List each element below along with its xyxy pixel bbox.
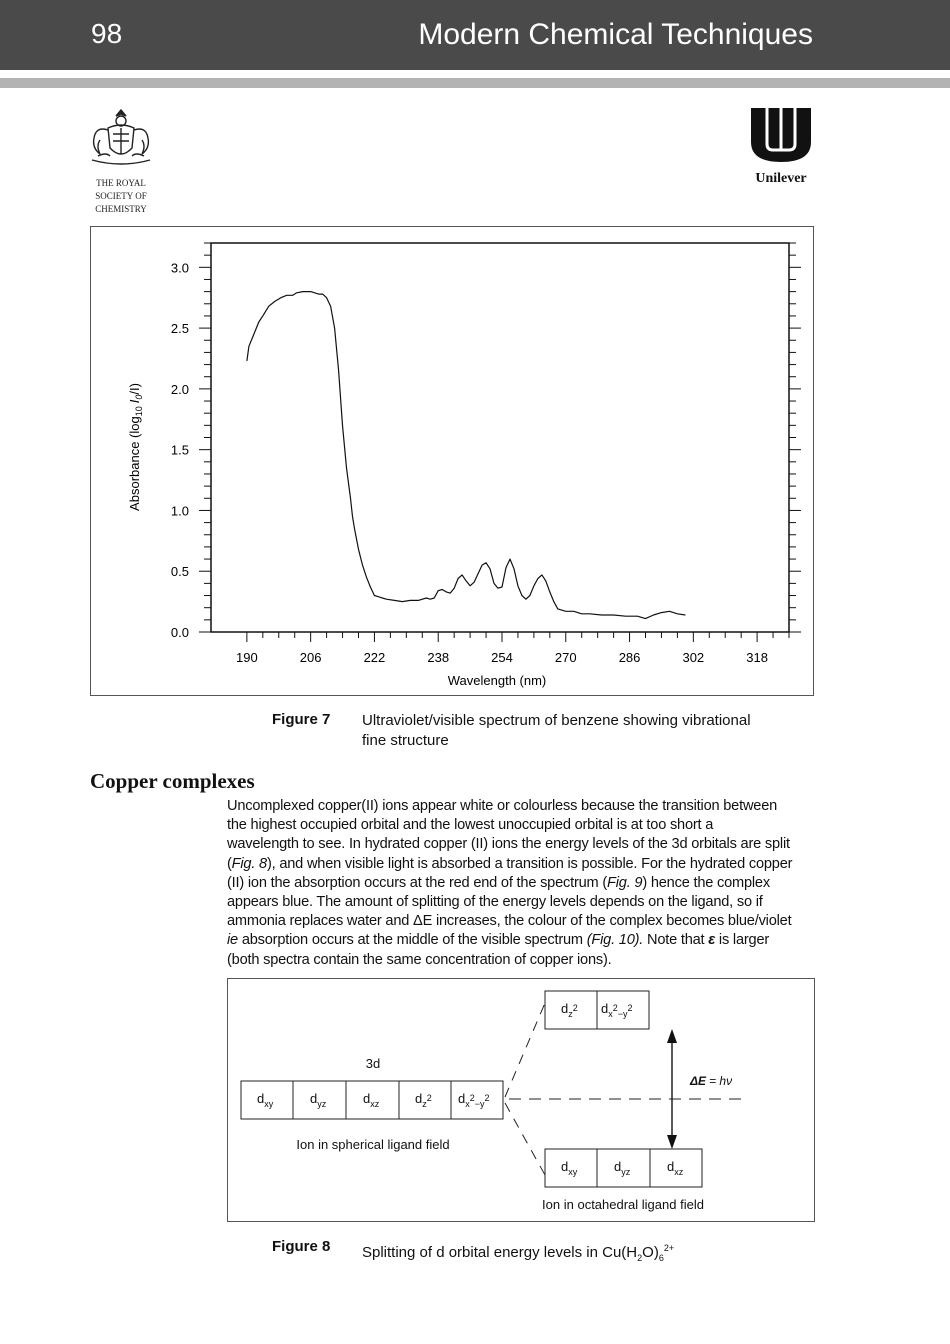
figure7-label: Figure 7 [272,711,331,728]
rsc-line: THE ROYAL [96,178,146,188]
page-number: 98 [91,18,123,49]
orbital-label: $d_{xy}$ [561,1159,578,1177]
book-title: Modern Chemical Techniques [418,18,813,51]
y-tick-label: 1.0 [170,503,189,519]
figure8-frame [227,978,815,1222]
arrow-up-icon [667,1029,677,1043]
body-line: (Fig. 8), and when visible light is absorbed a transition is possible. For the hydrated copper [227,855,793,872]
orbital-label: $d_{yz}$ [614,1159,631,1177]
rsc-crest-icon [86,104,156,170]
body-line: appears blue. The amount of splitting of the energy levels depends on the ligand, so if [227,894,763,911]
x-tick-label: 286 [618,650,641,665]
rsc-line: SOCIETY OF [95,191,147,201]
spectrum-line [247,292,686,619]
y-tick-label: 2.5 [170,321,189,337]
label-3d: 3d [365,1056,381,1071]
x-tick-label: 302 [682,650,705,665]
y-tick-label: 3.0 [170,260,189,276]
body-line: the highest occupied orbital and the lowest unoccupied orbital is at too short a [227,817,714,834]
x-tick-label: 238 [427,650,450,665]
figure7-caption-line: Ultraviolet/visible spectrum of benzene showing vibrational [362,712,751,729]
page-header [0,0,950,70]
y-tick-label: 0.0 [170,625,189,640]
y-tick-label: 2.0 [170,381,189,397]
unilever-u-icon [747,106,815,164]
x-tick-label: 190 [236,650,258,665]
fig-ref: (Fig. 10). [586,932,644,949]
y-label-i0sub: 0 [134,394,144,400]
arrow-down-icon [667,1135,677,1149]
split-line-up [505,1003,545,1097]
benzene-spectrum-chart [91,227,815,697]
body-line: ammonia replaces water and ΔE increases, the colour of the complex becomes blue/violet [227,913,792,930]
section-heading: Copper complexes [90,769,255,793]
body-paragraph [227,797,819,970]
rsc-line: CHEMISTRY [95,204,147,214]
figure7-caption-line: fine structure [362,732,449,749]
y-tick-label: 1.5 [170,442,189,458]
delta-e-label: ΔE = hν [690,1074,733,1088]
rsc-logo [86,104,156,216]
figure7-caption [362,711,751,751]
y-label-sub: 10 [134,406,144,417]
x-tick-label: 222 [363,650,386,665]
orbital-label: $d_z^2$ [415,1091,432,1109]
unilever-logo [745,106,817,187]
split-line-down [505,1103,545,1175]
x-tick-label: 318 [746,650,768,665]
figure8-label: Figure 8 [272,1238,331,1255]
x-tick-label: 270 [554,650,577,665]
x-tick-label: 206 [299,650,322,665]
x-tick-label: 254 [491,650,513,665]
orbital-label: $d_{xy}$ [257,1091,274,1109]
body-line: wavelength to see. In hydrated copper (II) ions the energy levels of the 3d orbitals are split [227,836,790,853]
orbital-splitting-diagram [228,979,816,1223]
x-axis-label: Wavelength (nm) [447,673,547,688]
figure8-caption: Splitting of d orbital energy levels in $Cu(H_2O)_6^{2+}$ [362,1243,675,1263]
y-tick-label: 0.5 [170,564,189,580]
figure7-frame [90,226,814,696]
y-label-i: I [127,399,142,404]
orbital-label: $d_z^2$ [561,1001,578,1019]
body-line: Uncomplexed copper(II) ions appear white or colourless because the transition between [227,798,778,814]
body-line: (both spectra contain the same concentration of copper ions). [227,951,612,968]
y-label-prefix: Absorbance (log [127,416,142,511]
orbital-label: $d_{xz}$ [667,1159,684,1177]
y-axis-label [127,383,144,511]
spherical-field-label: Ion in spherical ligand field [296,1137,450,1152]
fig-ref: Fig. 9 [607,874,643,891]
orbital-label: $d_{yz}$ [310,1091,327,1109]
unilever-wordmark: Unilever [755,171,807,186]
orbital-label: $d_x^2_{-y}^2$ [601,1001,633,1019]
header-rule [0,78,950,88]
orbital-label: $d_{xz}$ [363,1091,380,1109]
orbital-label: $d_x^2_{-y}^2$ [458,1091,490,1109]
y-label-suffix: /I) [127,383,142,395]
body-line: ie absorption occurs at the middle of the visible spectrum (Fig. 10). Note that ε is larger [227,932,770,949]
plot-frame [211,243,789,632]
body-line: (II) ion the absorption occurs at the red end of the spectrum (Fig. 9) hence the complex [227,874,770,891]
fig-ref: Fig. 8 [231,855,267,872]
octahedral-field-label: Ion in octahedral ligand field [542,1197,704,1212]
rsc-wordmark [86,177,156,216]
